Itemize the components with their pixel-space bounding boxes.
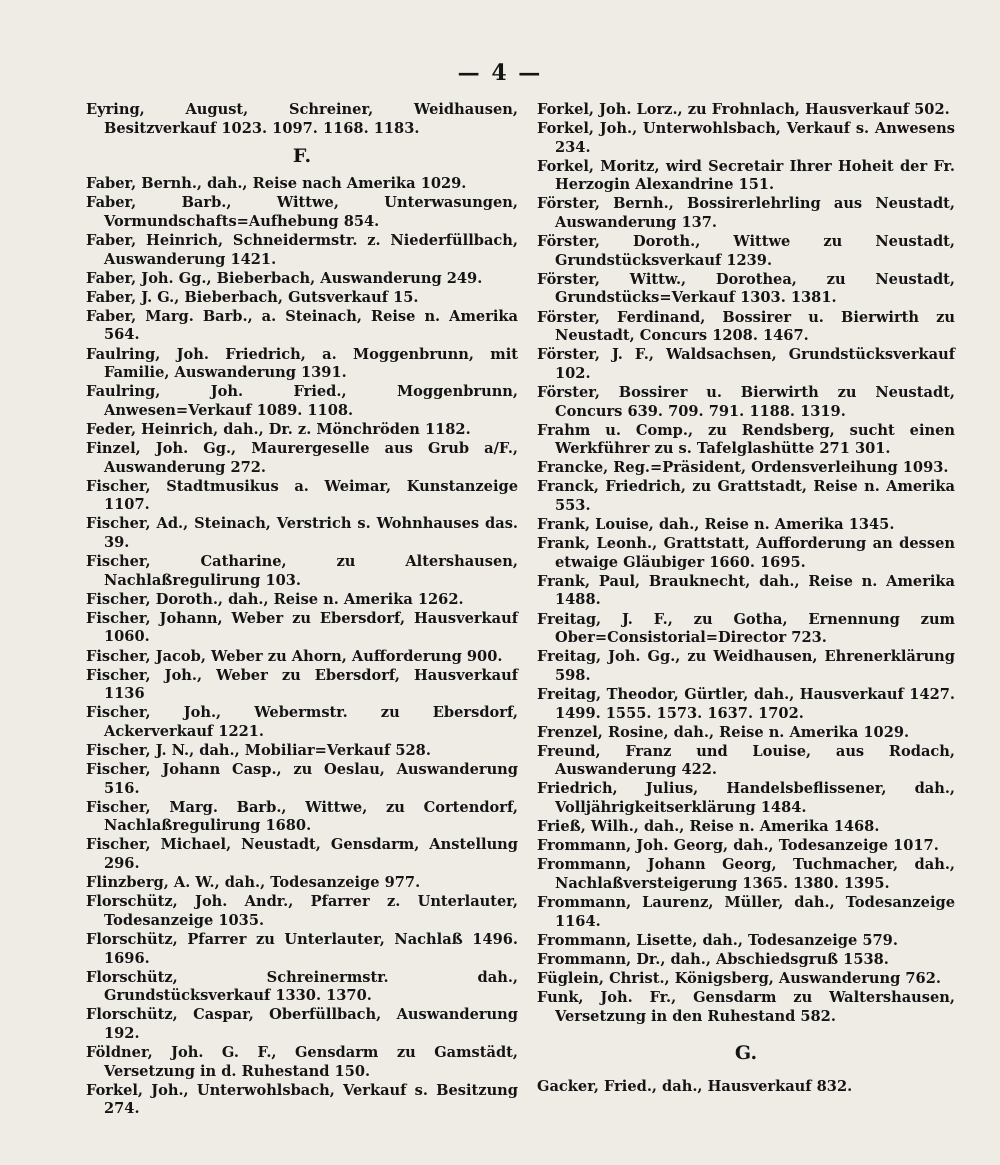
index-entry: Frommann, Johann Georg, Tuchmacher, dah., Nachlaßversteigerung 1365. 1380. 1395. [537,856,955,892]
page-number: — 4 — [457,60,543,86]
right-column [537,101,955,1097]
index-entry: Florschütz, Schreinermstr. dah., Grundstücksverkauf 1330. 1370. [86,968,518,1005]
index-entry: Förster, J. F., Waldsachsen, Grundstücksverkauf 102. [537,346,955,382]
index-entry: Földner, Joh. G. F., Gensdarm zu Gamstädt, Versetzung in d. Ruhestand 150. [86,1044,518,1080]
index-entry: Eyring, August, Schreiner, Weidhausen, Besitzverkauf 1023. 1097. 1168. 1183. [86,101,518,137]
index-entry: Florschütz, Joh. Andr., Pfarrer z. Unterlauter, Todesanzeige 1035. [86,893,518,929]
index-entry: Frommann, Laurenz, Müller, dah., Todesanzeige 1164. [537,893,955,930]
index-entry: Fischer, Michael, Neustadt, Gensdarm, Anstellung 296. [86,836,518,873]
index-entry: Finzel, Joh. Gg., Maurergeselle aus Grub a/F., Auswanderung 272. [86,440,518,476]
index-entry: Faber, Heinrich, Schneidermstr. z. Niederfüllbach, Auswanderung 1421. [86,231,518,268]
index-entry: Fischer, Ad., Steinach, Verstrich s. Wohnhauses das. 39. [86,515,518,551]
index-entry: Freitag, J. F., zu Gotha, Ernennung zum Ober=Consistorial=Director 723. [537,610,955,647]
index-entry: Freund, Franz und Louise, aus Rodach, Auswanderung 422. [537,742,955,779]
index-entry: Frommann, Lisette, dah., Todesanzeige 579. [537,931,898,949]
index-entry: Frenzel, Rosine, dah., Reise n. Amerika 1029. [537,723,910,741]
left-entries [86,175,518,1119]
index-entry: Frank, Paul, Brauknecht, dah., Reise n. Amerika 1488. [537,572,955,609]
index-entry: Freitag, Joh. Gg., zu Weidhausen, Ehrenerklärung 598. [537,648,955,684]
index-entry: Francke, Reg.=Präsident, Ordensverleihung 1093. [537,459,949,477]
section-heading-g: G. [734,1042,758,1065]
index-entry: Fischer, Johann, Weber zu Ebersdorf, Hausverkauf 1060. [86,609,518,646]
right-entries [537,101,955,1026]
index-entry: Forkel, Joh. Lorz., zu Frohnlach, Hausverkauf 502. [537,101,950,118]
index-entry: Fischer, Joh., Webermstr. zu Ebersdorf, Ackerverkauf 1221. [86,704,518,740]
section-heading-f: F. [292,145,312,168]
index-entry: Florschütz, Pfarrer zu Unterlauter, Nachlaß 1496. 1696. [86,930,518,967]
index-entry: Faber, Bernh., dah., Reise nach Amerika 1029. [86,175,467,193]
index-entry: Fischer, Stadtmusikus a. Weimar, Kunstanzeige 1107. [86,477,518,514]
index-entry: Faber, Joh. Gg., Bieberbach, Auswanderung 249. [86,269,483,287]
index-entry: Fischer, Johann Casp., zu Oeslau, Auswanderung 516. [86,761,518,797]
index-entry: Förster, Bernh., Bossirerlehrling aus Neustadt, Auswanderung 137. [537,195,955,232]
index-entry: Forkel, Joh., Unterwohlsbach, Verkauf s. Besitzung 274. [86,1081,518,1118]
left-column [86,101,518,1119]
index-entry: Frank, Leonh., Grattstatt, Aufforderung an dessen etwaige Gläubiger 1660. 1695. [537,535,955,571]
index-entry: Fischer, Marg. Barb., Wittwe, zu Cortendorf, Nachlaßregulirung 1680. [86,798,518,835]
index-entry: Franck, Friedrich, zu Grattstadt, Reise n. Amerika 553. [537,478,955,514]
index-entry: Florschütz, Caspar, Oberfüllbach, Auswanderung 192. [86,1006,518,1042]
right-trail-entries [537,1078,955,1097]
index-entry: Förster, Bossirer u. Bierwirth zu Neustadt, Concurs 639. 709. 791. 1188. 1319. [537,383,955,420]
index-entry: Faber, Marg. Barb., a. Steinach, Reise n. Amerika 564. [86,307,518,344]
left-lead-entries [86,101,518,138]
index-entry: Förster, Doroth., Wittwe zu Neustadt, Grundstücksverkauf 1239. [537,233,955,269]
index-entry: Fischer, Joh., Weber zu Ebersdorf, Hausverkauf 1136 [86,666,518,703]
index-entry: Forkel, Moritz, wird Secretair Ihrer Hoheit der Fr. Herzogin Alexandrine 151. [537,157,955,194]
index-entry: Förster, Ferdinand, Bossirer u. Bierwirth zu Neustadt, Concurs 1208. 1467. [537,308,955,345]
index-entry: Friedrich, Julius, Handelsbeflissener, dah., Volljährigkeitserklärung 1484. [537,780,955,816]
index-entry: Gacker, Fried., dah., Hausverkauf 832. [537,1078,853,1096]
index-entry: Frommann, Joh. Georg, dah., Todesanzeige 1017. [537,837,939,855]
index-entry: Frieß, Wilh., dah., Reise n. Amerika 1468. [537,818,880,836]
index-entry: Förster, Wittw., Dorothea, zu Neustadt, Grundstücks=Verkauf 1303. 1381. [537,270,955,307]
index-entry: Frommann, Dr., dah., Abschiedsgruß 1538. [537,950,889,968]
index-entry: Faulring, Joh. Friedrich, a. Moggenbrunn, mit Familie, Auswanderung 1391. [86,345,518,382]
index-entry: Fischer, J. N., dah., Mobiliar=Verkauf 528. [86,742,431,759]
index-entry: Frank, Louise, dah., Reise n. Amerika 1345. [537,516,895,534]
index-entry: Fischer, Jacob, Weber zu Ahorn, Aufforderung 900. [86,647,503,665]
index-entry: Funk, Joh. Fr., Gensdarm zu Waltershausen, Versetzung in den Ruhestand 582. [537,988,955,1025]
index-entry: Feder, Heinrich, dah., Dr. z. Mönchröden 1182. [86,420,471,438]
index-entry: Faulring, Joh. Fried., Moggenbrunn, Anwesen=Verkauf 1089. 1108. [86,383,518,419]
index-entry: Fischer, Doroth., dah., Reise n. Amerika 1262. [86,590,464,608]
index-entry: Frahm u. Comp., zu Rendsberg, sucht einen Werkführer zu s. Tafelglashütte 271 301. [537,421,955,458]
index-entry: Freitag, Theodor, Gürtler, dah., Hausverkauf 1427. 1499. 1555. 1573. 1637. 1702. [537,685,955,722]
index-entry: Fischer, Catharine, zu Altershausen, Nachlaßregulirung 103. [86,553,518,589]
index-entry: Flinzberg, A. W., dah., Todesanzeige 977. [86,874,421,892]
index-entry: Füglein, Christ., Königsberg, Auswanderung 762. [537,969,941,987]
index-entry: Faber, Barb., Wittwe, Unterwasungen, Vormundschafts=Aufhebung 854. [86,194,518,230]
index-entry: Faber, J. G., Bieberbach, Gutsverkauf 15. [86,288,419,306]
index-entry: Forkel, Joh., Unterwohlsbach, Verkauf s. Anwesens 234. [537,120,955,156]
